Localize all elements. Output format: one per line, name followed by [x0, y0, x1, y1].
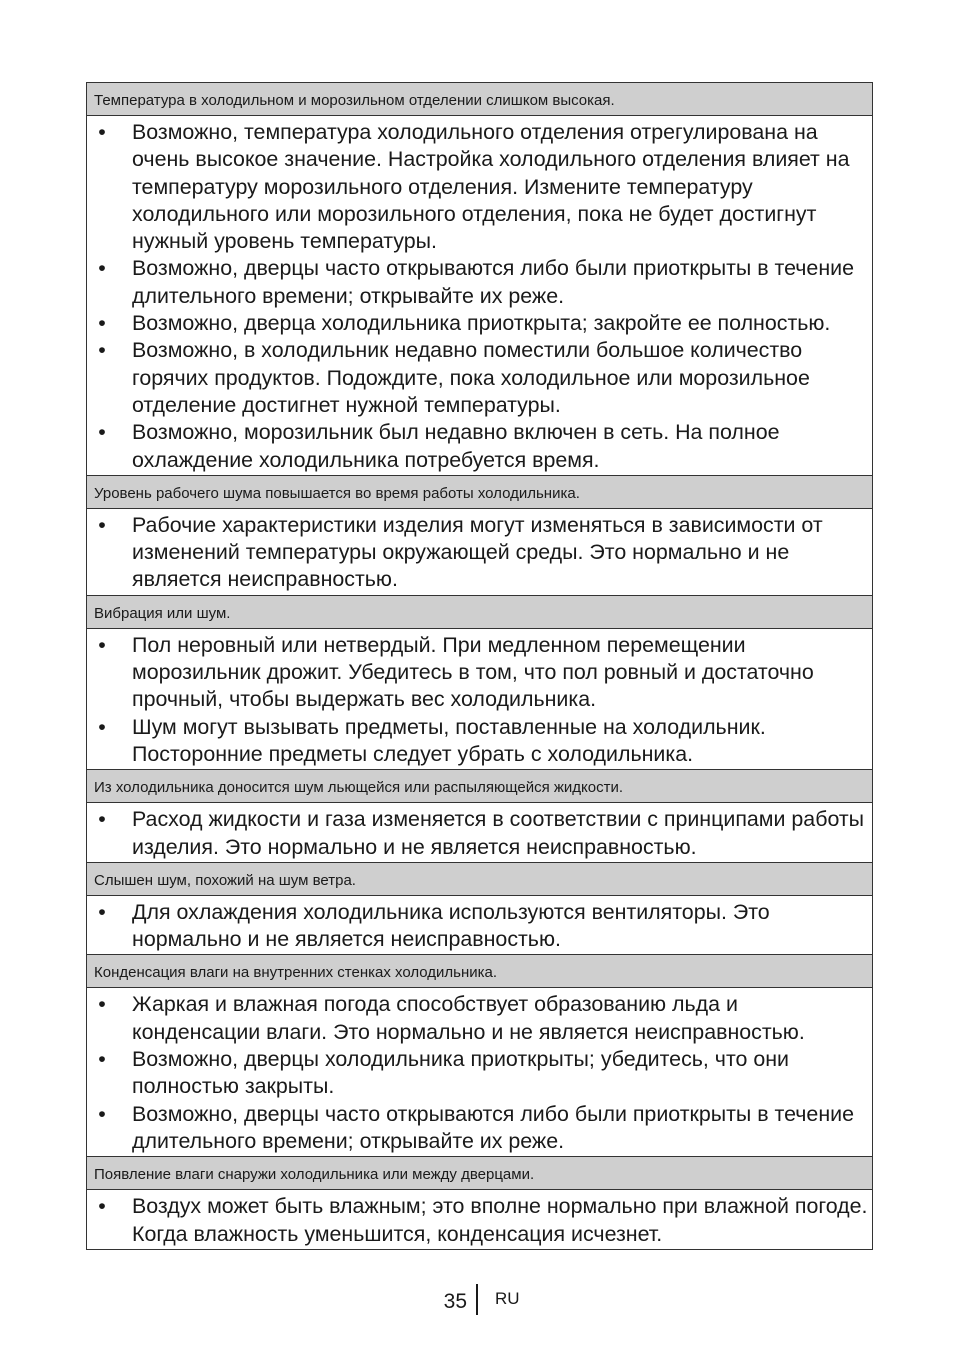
- section-body: [87, 509, 872, 596]
- section-body: [87, 1190, 872, 1249]
- list-item: [87, 512, 868, 594]
- list-item-text: Возможно, дверцы часто открываются либо были приоткрыты в течение длительного времени; открывайте их реже.: [132, 256, 854, 308]
- section-header: Из холодильника доносится шум льющейся или распыляющейся жидкости.: [87, 770, 872, 803]
- bullet-icon: •: [98, 714, 106, 739]
- troubleshooting-section: [87, 770, 872, 863]
- bullet-icon: •: [98, 807, 106, 832]
- bullet-icon: •: [98, 1101, 106, 1126]
- page-number: 35: [443, 1290, 467, 1313]
- list-item-text: Рабочие характеристики изделия могут изменяться в зависимости от изменений температуры окружающей среды. Это нормально и не является неисправностью.: [132, 512, 823, 592]
- bullet-list: [87, 512, 868, 594]
- list-item: [87, 419, 868, 474]
- footer-divider: [476, 1284, 478, 1315]
- section-header: Слышен шум, похожий на шум ветра.: [87, 863, 872, 896]
- list-item: [87, 1193, 868, 1248]
- bullet-icon: •: [98, 1047, 106, 1072]
- list-item-text: Возможно, дверцы часто открываются либо были приоткрыты в течение длительного времени; открывайте их реже.: [132, 1101, 854, 1153]
- troubleshooting-section: [87, 863, 872, 956]
- bullet-list: [87, 632, 868, 768]
- list-item-text: Возможно, в холодильник недавно поместили большое количество горячих продуктов. Подождите, пока холодильное или морозильное отделение достигнет нужной температуры.: [132, 338, 810, 417]
- troubleshooting-section: [87, 955, 872, 1157]
- list-item: [87, 991, 868, 1046]
- list-item: [87, 1046, 868, 1101]
- bullet-icon: •: [98, 256, 106, 281]
- section-header: Уровень рабочего шума повышается во время работы холодильника.: [87, 476, 872, 509]
- section-header: Вибрация или шум.: [87, 596, 872, 629]
- bullet-list: [87, 1193, 868, 1248]
- bullet-icon: •: [98, 1194, 106, 1219]
- section-body: [87, 896, 872, 956]
- list-item: [87, 1101, 868, 1156]
- section-body: [87, 803, 872, 863]
- bullet-list: [87, 899, 868, 954]
- language-code: RU: [495, 1289, 520, 1308]
- troubleshooting-section: [87, 83, 872, 476]
- bullet-icon: •: [98, 992, 106, 1017]
- list-item-text: Возможно, температура холодильного отделения отрегулирована на очень высокое значение. Настройка холодильного отделения влияет на температуру морозильного отделения. Измените температуру холодильного или морозильного отделения, пока не будет достигнут нужный уровень температуры.: [132, 120, 850, 254]
- list-item: [87, 337, 868, 419]
- bullet-icon: •: [98, 512, 106, 537]
- section-body: [87, 629, 872, 770]
- bullet-list: [87, 991, 868, 1155]
- section-header: Температура в холодильном и морозильном отделении слишком высокая.: [87, 83, 872, 116]
- list-item: [87, 119, 868, 255]
- list-item-text: Шум могут вызывать предметы, поставленные на холодильник. Посторонние предметы следует убрать с холодильника.: [132, 714, 766, 766]
- section-body: [87, 116, 872, 476]
- troubleshooting-table: [86, 82, 873, 1250]
- section-body: [87, 988, 872, 1157]
- bullet-icon: •: [98, 420, 106, 445]
- list-item: [87, 632, 868, 714]
- section-header: Появление влаги снаружи холодильника или между дверцами.: [87, 1157, 872, 1190]
- troubleshooting-section: [87, 476, 872, 596]
- bullet-icon: •: [98, 120, 106, 144]
- bullet-list: [87, 119, 868, 474]
- troubleshooting-section: [87, 1157, 872, 1249]
- bullet-icon: •: [98, 338, 106, 363]
- list-item: [87, 899, 868, 954]
- list-item: [87, 310, 868, 337]
- bullet-icon: •: [98, 632, 106, 657]
- list-item-text: Жаркая и влажная погода способствует образованию льда и конденсации влаги. Это нормально и не является неисправностью.: [132, 992, 805, 1044]
- list-item: [87, 806, 868, 861]
- list-item-text: Расход жидкости и газа изменяется в соответствии с принципами работы изделия. Это нормально и не является неисправностью.: [132, 807, 865, 859]
- list-item: [87, 714, 868, 769]
- list-item-text: Возможно, дверцы холодильника приоткрыты; убедитесь, что они полностью закрыты.: [132, 1047, 789, 1099]
- troubleshooting-section: [87, 596, 872, 770]
- list-item-text: Возможно, морозильник был недавно включен в сеть. На полное охлаждение холодильника потребуется время.: [132, 420, 780, 472]
- page-footer: [0, 1284, 954, 1318]
- bullet-icon: •: [98, 311, 106, 336]
- list-item-text: Возможно, дверца холодильника приоткрыта; закройте ее полностью.: [132, 311, 831, 336]
- section-header: Конденсация влаги на внутренних стенках холодильника.: [87, 955, 872, 988]
- list-item-text: Пол неровный или нетвердый. При медленном перемещении морозильник дрожит. Убедитесь в том, что пол ровный и достаточно прочный, чтобы выдержать вес холодильника.: [132, 632, 814, 712]
- bullet-icon: •: [98, 899, 106, 924]
- list-item: [87, 255, 868, 310]
- bullet-list: [87, 806, 868, 861]
- list-item-text: Воздух может быть влажным; это вполне нормально при влажной погоде. Когда влажность уменьшится, конденсация исчезнет.: [132, 1194, 868, 1246]
- list-item-text: Для охлаждения холодильника используются вентиляторы. Это нормально и не является неисправностью.: [132, 899, 770, 952]
